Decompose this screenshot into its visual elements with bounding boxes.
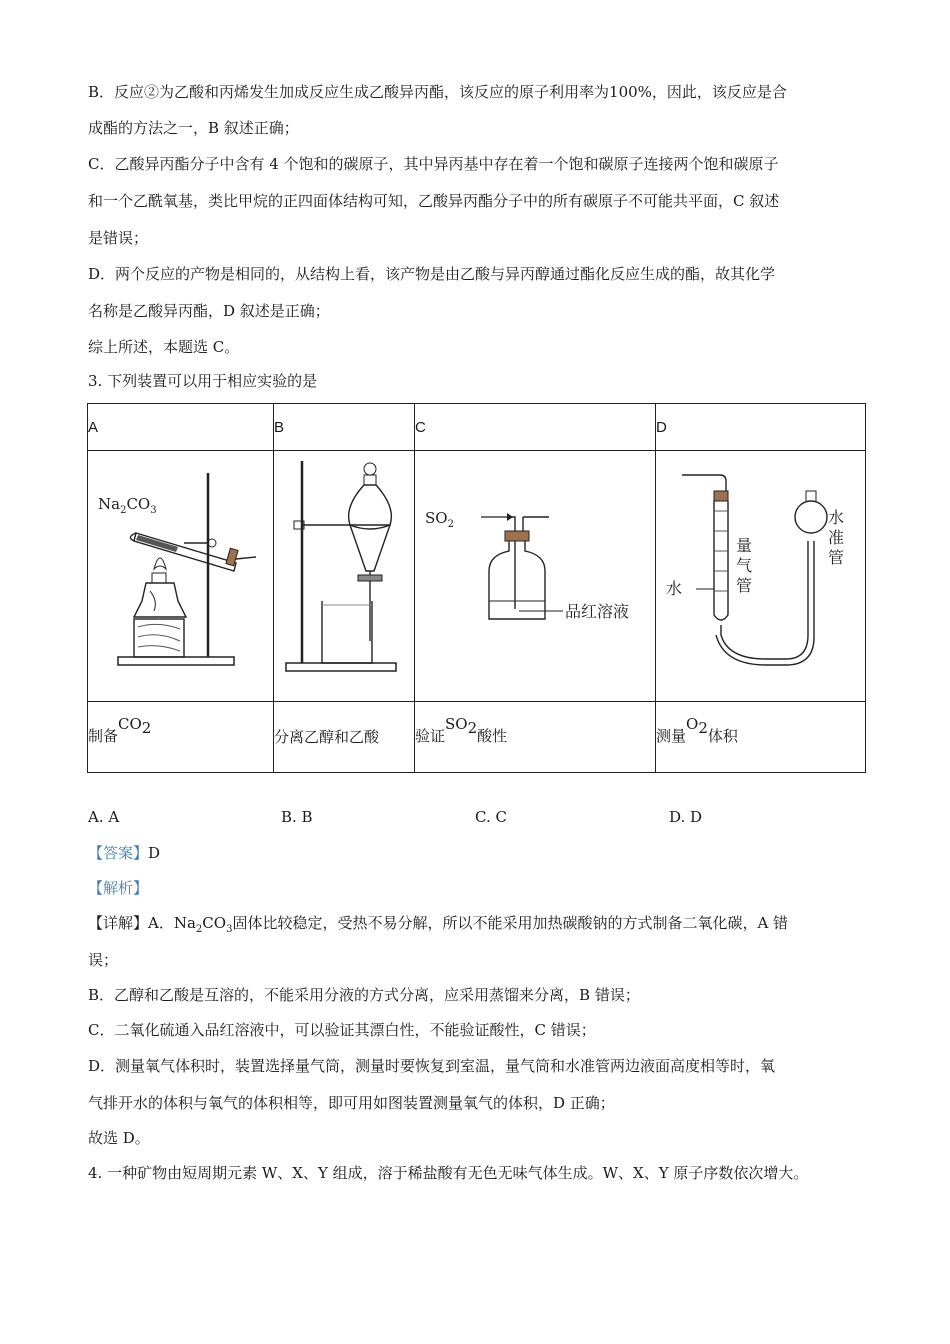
figure-cell-b [274,451,415,702]
figure-cell-c [415,451,656,702]
header-cell-b: B [274,404,415,451]
answer-label: 【答案】 [88,844,149,862]
gas-burette-figure [656,451,866,697]
question-4-stem: 4. 一种矿物由短周期元素 W、X、Y 组成，溶于稀盐酸有无色无味气体生成。W、X、Y 原子序数依次增大。 [88,1164,809,1182]
reagent-label-a: Na [98,495,121,513]
text-line: B．反应②为乙酸和丙烯发生加成反应生成乙酸异丙酯，该反应的原子利用率为100%，因此，该反应是合 [88,83,787,101]
svg-text:Na2CO3: $Na_2CO_3$ [98,495,157,516]
text-line: B．乙醇和乙酸是互溶的，不能采用分液的方式分离，应采用蒸馏来分离，B 错误； [88,986,640,1004]
choice-b[interactable]: B. B [281,808,313,826]
caption-cell-d: 测量$O_2$体积 [656,702,866,773]
text-line: D．两个反应的产物是相同的，从结构上看，该产物是由乙酸与异丙醇通过酯化反应生成的酯，故其化学 [88,265,776,283]
text-line: C．二氧化硫通入品红溶液中，可以验证其漂白性，不能验证酸性，C 错误； [88,1021,596,1039]
text-line: 名称是乙酸异丙酯，D 叙述是正确； [88,302,330,320]
text-line: 气排开水的体积与氧气的体积相等，即可用如图装置测量氧气的体积，D 正确； [88,1094,615,1112]
answer-line [88,843,160,863]
separatory-funnel-figure [274,451,415,697]
header-cell-c: C [415,404,656,451]
gas-tube-label-char: 量 [736,536,753,555]
text-line: 故选 D。 [88,1129,150,1147]
choice-a[interactable]: A. A [88,808,120,826]
detail-line-a: 【详解】A．$Na_2CO_3$固体比较稳定，受热不易分解，所以不能采用加热碳酸钠的方式制备二氧化碳，A 错 [88,914,789,935]
gas-bottle-figure [415,451,656,697]
choice-d[interactable]: D. D [669,808,703,826]
header-cell-d: D [656,404,866,451]
caption-cell-a: 制备$CO_2$ [88,702,274,773]
gas-label-c: SO [425,509,448,527]
text-line: 误； [88,951,119,969]
question-3-stem: 3. 下列装置可以用于相应实验的是 [88,372,318,390]
text-line: C．乙酸异丙酯分子中含有 4 个饱和的碳原子，其中异丙基中存在着一个饱和碳原子连接两个饱和碳原子 [88,155,779,173]
text-line: 是错误； [88,229,149,247]
text-line: 和一个乙酰氧基，类比甲烷的正四面体结构可知，乙酸异丙酯分子中的所有碳原子不可能共平面，C 叙述 [88,192,780,210]
svg-text:SO2: $SO_2$ [425,509,454,530]
table-figure-row [88,451,866,702]
answer-value: D [148,844,161,862]
analysis-label: 【解析】 [88,879,149,897]
text-line: 成酯的方法之一，B 叙述正确； [88,119,299,137]
caption-cell-c: 验证$SO_2$酸性 [415,702,656,773]
caption-cell-b: 分离乙醇和乙酸 [274,702,415,773]
water-label-d: 水 [666,579,683,598]
heating-apparatus-figure [88,451,274,697]
figure-cell-d [656,451,866,702]
apparatus-table [87,403,866,773]
figure-cell-a [88,451,274,702]
level-tube-label-char: 水 [828,508,845,527]
answer-choices [88,808,888,830]
table-caption-row [88,702,866,773]
text-line: D．测量氧气体积时，装置选择量气筒，测量时要恢复到室温，量气筒和水准管两边液面高度相等时，氧 [88,1057,776,1075]
gas-tube-label-char: 气 [736,556,753,575]
solution-label-c: 品红溶液 [565,602,630,621]
level-tube-label-char: 准 [828,528,845,547]
level-tube-label-char: 管 [828,548,845,567]
choice-c[interactable]: C. C [475,808,507,826]
text-line: 综上所述，本题选 C。 [88,338,240,356]
header-cell-a: A [88,404,274,451]
table-header-row [88,404,866,451]
gas-tube-label-char: 管 [736,576,753,595]
